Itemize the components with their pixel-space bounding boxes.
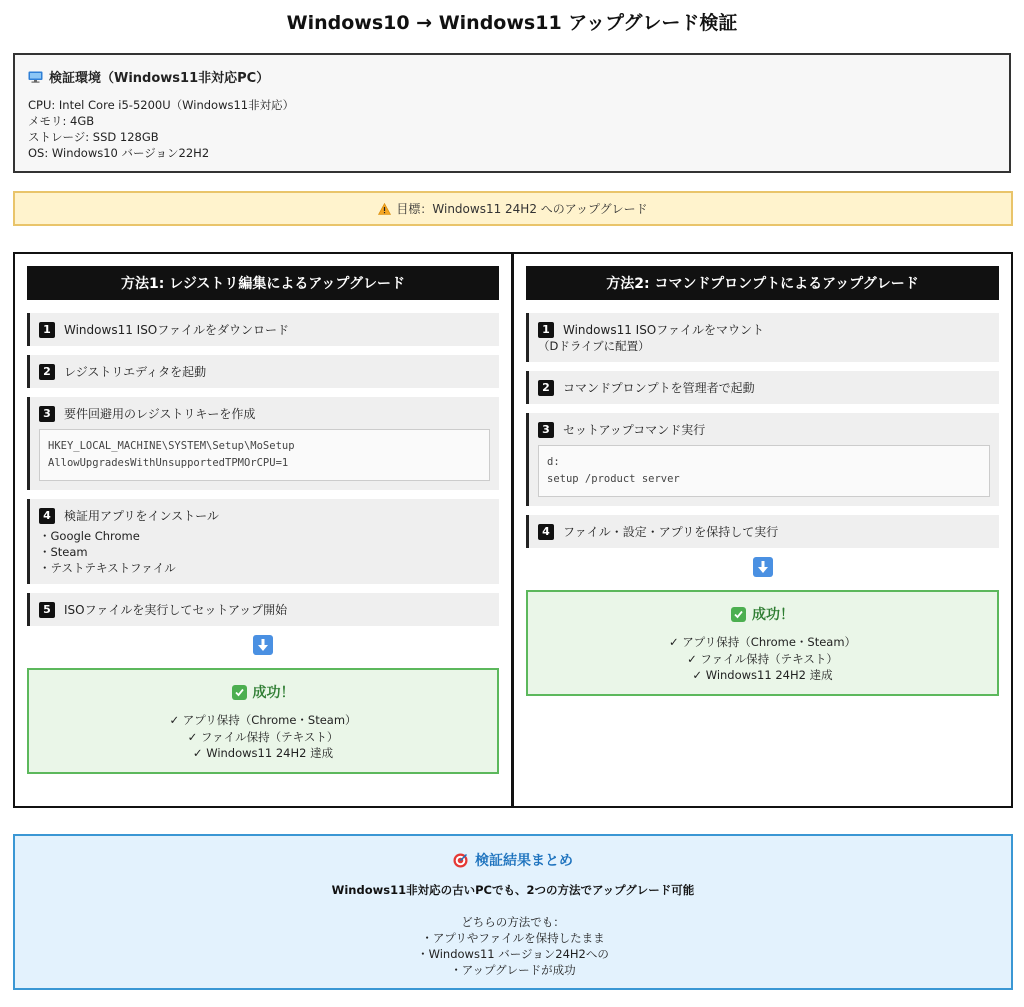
goal-banner: [13, 191, 1013, 226]
page-title: Windows10 → Windows11 アップグレード検証: [286, 12, 738, 34]
step-label: Windows11 ISOファイルをマウント: [563, 323, 765, 337]
step-label: セットアップコマンド実行: [563, 423, 706, 437]
success-item: ✓ Windows11 24H2 達成: [692, 668, 833, 682]
method2-column: [514, 254, 1011, 806]
method1-step-5: [27, 593, 499, 626]
step-number: 2: [39, 364, 55, 380]
method1-step-3: [27, 397, 499, 490]
step-number: 2: [538, 380, 554, 396]
warning-icon: [378, 203, 391, 215]
step-sub-item: ・Steam: [39, 545, 88, 559]
step-label: 要件回避用のレジストリキーを作成: [64, 407, 256, 421]
code-line: AllowUpgradesWithUnsupportedTPMOrCPU=1: [48, 457, 289, 469]
step-sub-item: （Dドライブに配置）: [538, 339, 650, 353]
code-line: HKEY_LOCAL_MACHINE\SYSTEM\Setup\MoSetup: [48, 440, 295, 452]
env-os: OS: Windows10 バージョン22H2: [28, 146, 210, 160]
method1-success-box: [27, 668, 499, 774]
environment-heading: 検証環境（Windows11非対応PC）: [49, 71, 270, 86]
step-label: レジストリエディタを起動: [64, 365, 207, 379]
summary-line: どちらの方法でも：: [461, 915, 565, 929]
success-item: ✓ Windows11 24H2 達成: [192, 746, 334, 760]
success-item: ✓ ファイル保持（テキスト）: [687, 651, 838, 666]
registry-code-block: [39, 429, 490, 481]
code-line: setup /product server: [547, 473, 680, 485]
env-storage: ストレージ: SSD 128GB: [28, 130, 159, 144]
code-line: d:: [547, 456, 560, 468]
step-number: 4: [538, 524, 554, 540]
method2-step-4: [526, 515, 999, 548]
success-title: 成功！: [252, 685, 295, 701]
success-item: ✓ アプリ保持（Chrome・Steam）: [668, 635, 857, 649]
step-label: Windows11 ISOファイルをダウンロード: [64, 323, 290, 337]
env-memory: メモリ: 4GB: [28, 114, 95, 128]
step-number: 3: [538, 422, 554, 438]
step-label: ISOファイルを実行してセットアップ開始: [64, 603, 288, 617]
method2-success-box: [526, 590, 999, 696]
step-label: コマンドプロンプトを管理者で起動: [563, 381, 755, 395]
summary-lead: Windows11非対応の古いPCでも、2つの方法でアップグレード可能: [331, 883, 695, 897]
down-arrow-icon: [253, 635, 273, 655]
method2-step-1: [526, 313, 999, 362]
summary-panel: [13, 834, 1013, 990]
method1-title: 方法1: レジストリ編集によるアップグレード: [27, 266, 499, 300]
success-item: ✓ アプリ保持（Chrome・Steam）: [169, 713, 357, 727]
summary-line: ・アップグレードが成功: [450, 963, 576, 977]
down-arrow-icon: [753, 557, 773, 577]
goal-text: 目標：Windows11 24H2 へのアップグレード: [396, 202, 648, 216]
summary-line: ・アプリやファイルを保持したまま: [421, 931, 605, 945]
method1-step-2: [27, 355, 499, 388]
target-icon: [453, 853, 468, 868]
method2-title: 方法2: コマンドプロンプトによるアップグレード: [526, 266, 999, 300]
check-icon: [731, 607, 746, 622]
method2-step-3: [526, 413, 999, 506]
step-number: 4: [39, 508, 55, 524]
method1-step-1: [27, 313, 499, 346]
methods-container: [13, 252, 1013, 808]
success-item: ✓ ファイル保持（テキスト）: [187, 729, 339, 744]
computer-icon: [28, 71, 43, 83]
step-number: 3: [39, 406, 55, 422]
step-number: 1: [39, 322, 55, 338]
env-cpu: CPU: Intel Core i5-5200U（Windows11非対応）: [28, 98, 295, 112]
step-label: 検証用アプリをインストール: [64, 509, 219, 523]
summary-title: 検証結果まとめ: [475, 853, 573, 869]
check-icon: [232, 685, 247, 700]
step-label: ファイル・設定・アプリを保持して実行: [563, 525, 779, 539]
command-code-block: [538, 445, 990, 497]
summary-line: ・Windows11 バージョン24H2への: [417, 947, 609, 961]
step-sub-item: ・テストテキストファイル: [39, 561, 176, 575]
environment-panel: [13, 53, 1011, 173]
step-sub-item: ・Google Chrome: [39, 529, 140, 543]
success-title: 成功！: [752, 607, 794, 623]
step-number: 5: [39, 602, 55, 618]
environment-heading-row: [28, 67, 996, 86]
step-number: 1: [538, 322, 554, 338]
method1-column: [15, 254, 514, 806]
method2-step-2: [526, 371, 999, 404]
method1-step-4: [27, 499, 499, 584]
